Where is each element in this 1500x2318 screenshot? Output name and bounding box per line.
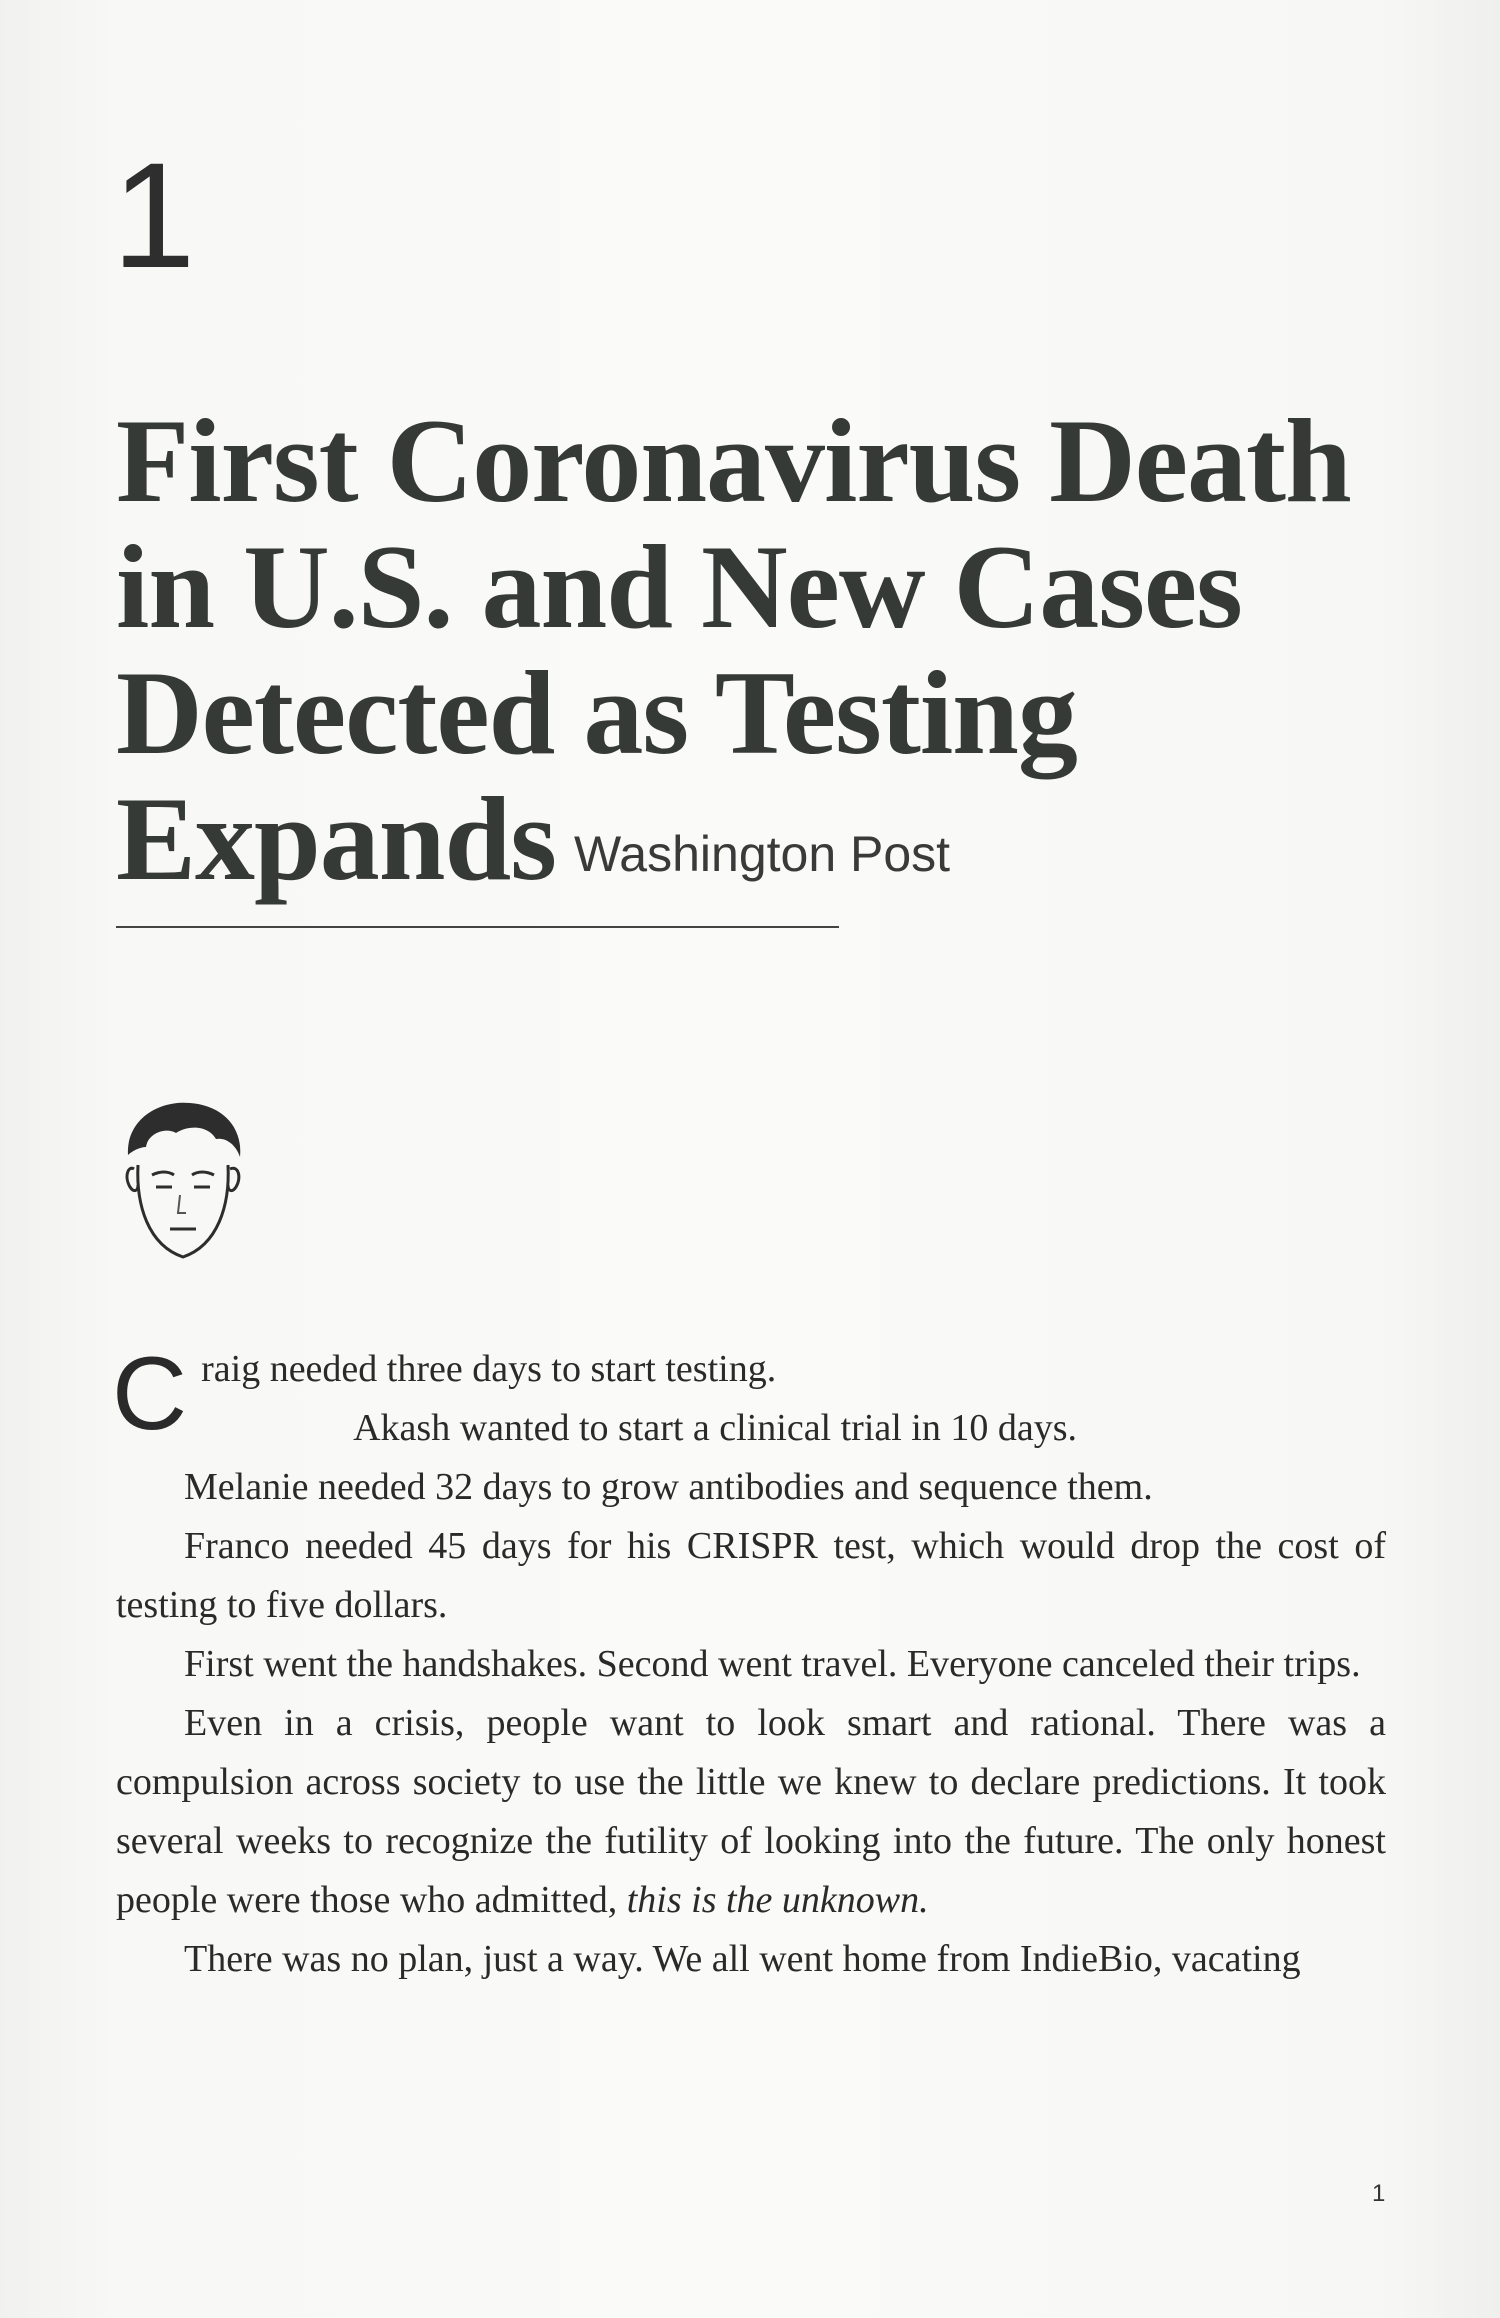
body-paragraph: Akash wanted to start a clinical trial in 10 days. [353, 1407, 1078, 1449]
chapter-title-line: Expands [116, 772, 556, 905]
body-paragraph [116, 1694, 1386, 1930]
chapter-title-line: Detected as Testing [116, 646, 1077, 779]
body-paragraph: Franco needed 45 days for his CRISPR test, which would drop the cost of testing to five dollars. [116, 1525, 1386, 1626]
author-portrait-illustration [118, 1095, 248, 1265]
chapter-title [116, 394, 1416, 917]
paragraph-space [617, 1879, 627, 1921]
page-number: 1 [1372, 2180, 1386, 2207]
chapter-number: 1 [112, 131, 196, 299]
chapter-body [112, 1336, 1386, 1989]
body-paragraph: First went the handshakes. Second went travel. Everyone canceled their trips. [184, 1643, 1361, 1685]
body-paragraph: Melanie needed 32 days to grow antibodies and sequence them. [184, 1466, 1153, 1508]
drop-cap: C [112, 1336, 188, 1452]
chapter-title-line: First Coronavirus Death [116, 394, 1351, 527]
body-paragraph: There was no plan, just a way. We all went home from IndieBio, vacating [184, 1938, 1301, 1980]
title-source: Washington Post [573, 826, 951, 882]
chapter-title-line: in U.S. and New Cases [116, 520, 1242, 653]
title-divider [116, 926, 839, 928]
chapter-title-last-line [116, 772, 1416, 917]
italic-phrase: this is the unknown. [626, 1879, 929, 1921]
paragraph-text: Even in a crisis, people want to look smart and rational. There was a compulsion across society to use the little we knew to declare predictions. It took several weeks to recognize the futility of looking into the future. The only honest people were those who admitted, [116, 1702, 1386, 1921]
paragraph-text: raig needed three days to start testing. [201, 1348, 777, 1390]
